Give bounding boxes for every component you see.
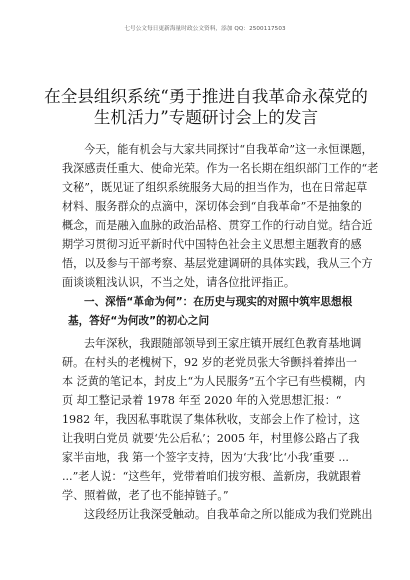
text-line: 材料、服务群众的点滴中，深切体会到“自我革命”不是抽象的 (62, 200, 362, 213)
text-line: 让我明白党员 就要‘先公后私’；2005 年，村里修公路占了我 (62, 432, 360, 445)
title-line-2: 生机活力”专题研讨会上的发言 (93, 108, 319, 127)
header-note: 七号公文每日更新海量时政公文资料，添加 QQ：2500117503 (124, 26, 286, 32)
text-line: 页 却工整记录着 1978 年至 2020 年的入党思想汇报：“ (62, 394, 342, 407)
text-line: 今天，能有机会与大家共同探讨“自我革命”这一永恒课题， (84, 143, 373, 156)
text-line: 文秘”，既见证了组织系统服务大局的担当作为，也在日常起草 (62, 181, 368, 194)
text-line: 期学习贯彻习近平新时代中国特色社会主义思想主题教育的感 (62, 238, 362, 251)
text-line: 我深感责任重大、使命光荣。作为一名长期在组织部门工作的“老 (62, 162, 379, 175)
section-heading-1 (62, 293, 352, 331)
text-line: 学、照着做，老了也不能掉链子。” (62, 489, 229, 502)
text-line: 去年深秋，我跟随部领导到王家庄镇开展红色教育基地调 (84, 337, 362, 350)
heading-line: 一、深悟“革命为何”：在历史与现实的对照中筑牢思想根 (84, 296, 353, 308)
text-line: 1982 年，我因私事耽误了集体秋收，支部会上作了检讨，这 (62, 413, 361, 426)
text-line: 这段经历让我深受触动。自我革命之所以能成为我们党跳出 (84, 508, 373, 521)
text-line: 悟，以及参与干部考察、基层党建调研的具体实践，我从三个方 (62, 257, 373, 270)
text-line: 面谈谈粗浅认识，不当之处，请各位批评指正。 (62, 276, 295, 289)
page-title (40, 86, 372, 128)
text-line: 研。在村头的老槐树下，92 岁的老党员张大爷颤抖着捧出一 (62, 356, 357, 369)
text-line: ...”老人说：“这些年，党带着咱们拔穷根、盖新房，我就跟着 (62, 470, 362, 483)
text-line: 本 泛黄的笔记本，封皮上“为人民服务”五个字已有些模糊，内 (62, 375, 366, 388)
text-line: 家半亩地，我 第一个签字支持，因为‘大我’比‘小我’重要 ... (62, 451, 349, 464)
heading-line: 基，答好“为何改”的初心之问 (68, 315, 210, 327)
text-line: 概念，而是融入血脉的政治品格、贯穿工作的行动自觉。结合近 (62, 219, 373, 232)
title-line-1: 在全县组织系统“勇于推进自我革命永葆党的 (44, 87, 368, 106)
section-body-1 (62, 334, 373, 524)
intro-paragraph (62, 140, 379, 292)
